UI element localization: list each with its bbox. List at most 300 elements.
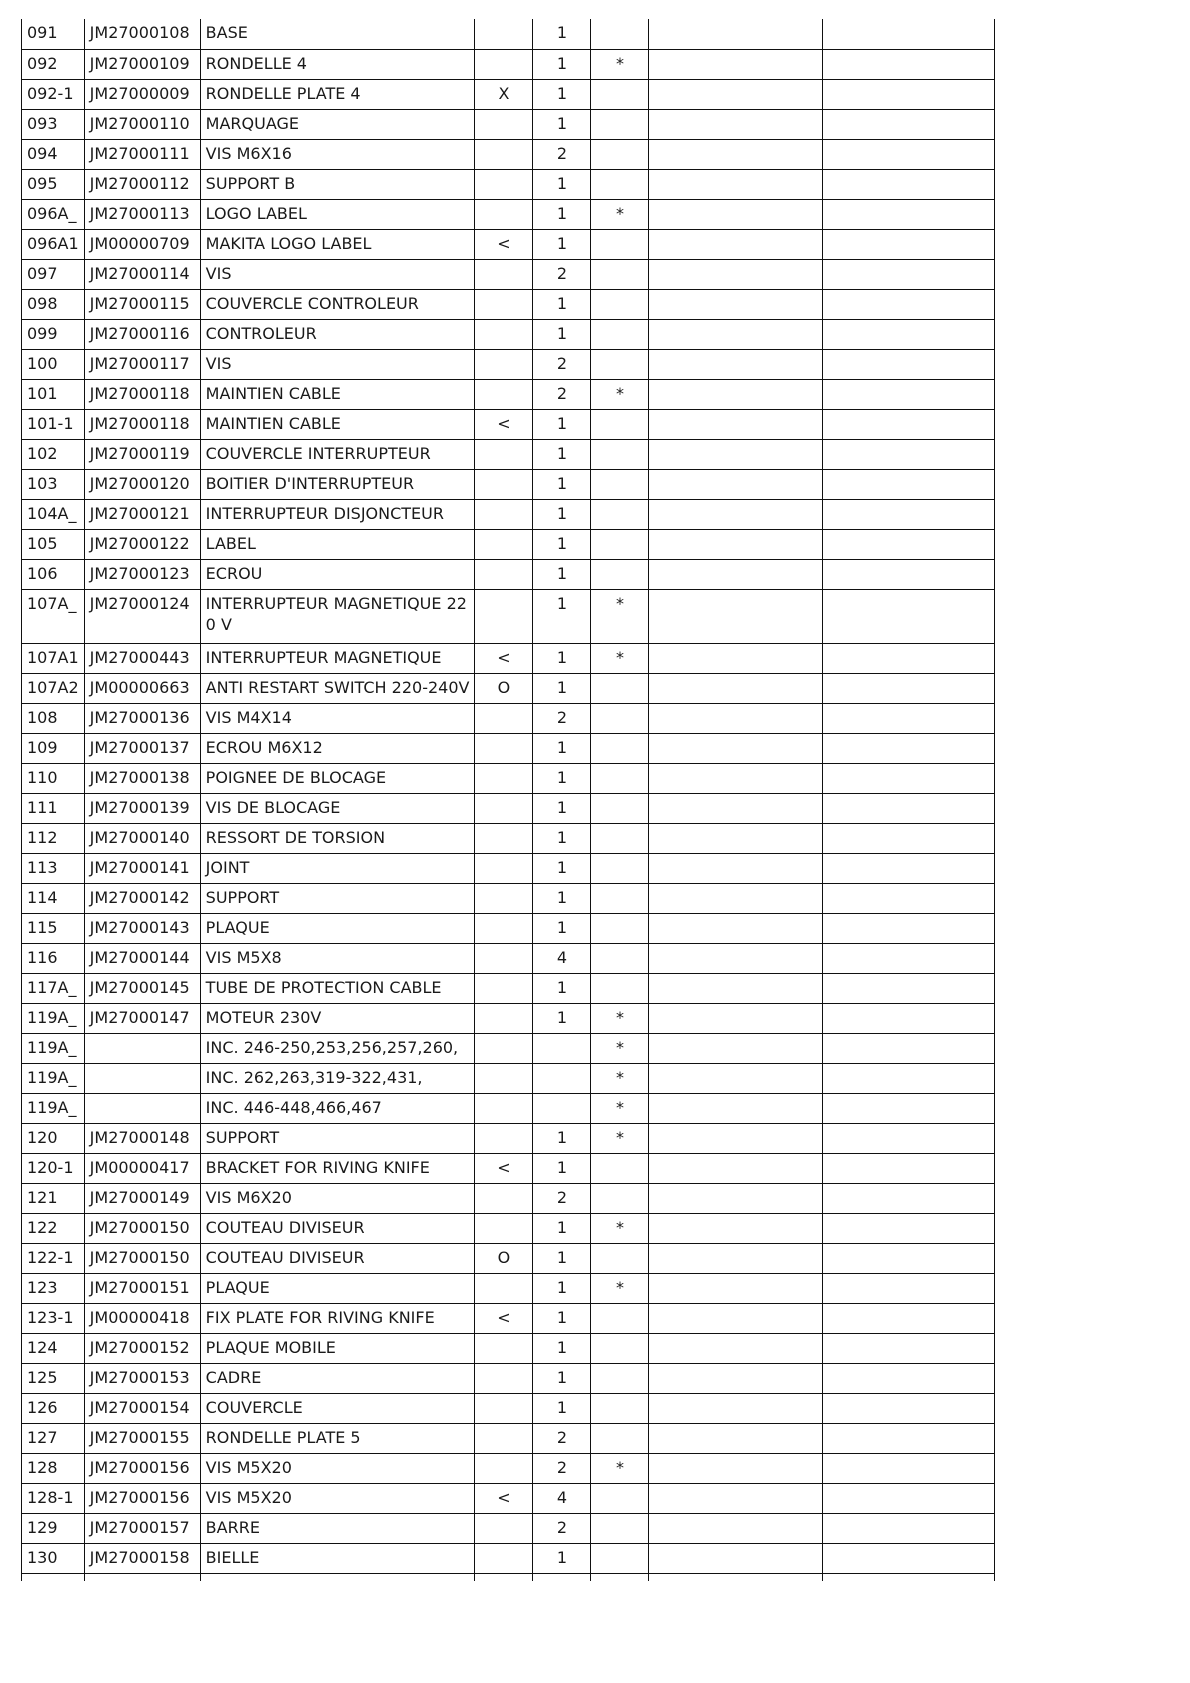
table-row (22, 1003, 995, 1033)
part-number-cell: 101 (22, 379, 85, 409)
quantity-cell: 1 (533, 49, 591, 79)
part-number-cell: 114 (22, 883, 85, 913)
reference-code-cell: JM27000123 (84, 559, 200, 589)
blank-cell (649, 1513, 823, 1543)
quantity-cell: 1 (533, 1393, 591, 1423)
note-mark-cell (591, 1483, 649, 1513)
note-mark-cell (591, 853, 649, 883)
quantity-cell: 1 (533, 109, 591, 139)
change-mark-cell (475, 913, 533, 943)
quantity-cell: 1 (533, 289, 591, 319)
note-mark-cell: * (591, 643, 649, 673)
change-mark-cell (475, 199, 533, 229)
blank-cell (823, 1363, 995, 1393)
reference-code-cell: JM27000116 (84, 319, 200, 349)
description-cell: LABEL (200, 529, 475, 559)
part-number-cell: 102 (22, 439, 85, 469)
blank-cell (649, 973, 823, 1003)
blank-cell (649, 199, 823, 229)
table-row (22, 379, 995, 409)
change-mark-cell (475, 109, 533, 139)
change-mark-cell (475, 943, 533, 973)
description-cell: MAINTIEN CABLE (200, 379, 475, 409)
description-cell: COUTEAU DIVISEUR (200, 1213, 475, 1243)
note-mark-cell: * (591, 1273, 649, 1303)
reference-code-cell: JM27000122 (84, 529, 200, 559)
quantity-cell (533, 1063, 591, 1093)
blank-cell (649, 1303, 823, 1333)
quantity-cell: 1 (533, 1213, 591, 1243)
change-mark-cell (475, 1123, 533, 1153)
blank-cell (823, 229, 995, 259)
description-cell: PLAQUE (200, 1273, 475, 1303)
change-mark-cell (475, 883, 533, 913)
note-mark-cell (591, 1363, 649, 1393)
note-mark-cell (591, 973, 649, 1003)
quantity-cell: 2 (533, 1453, 591, 1483)
reference-code-cell: JM27000147 (84, 1003, 200, 1033)
part-number-cell: 116 (22, 943, 85, 973)
change-mark-cell (475, 703, 533, 733)
table-row (22, 703, 995, 733)
quantity-cell: 1 (533, 643, 591, 673)
description-cell: RONDELLE PLATE 5 (200, 1423, 475, 1453)
parts-table-body (22, 19, 995, 1581)
blank-cell (649, 469, 823, 499)
part-number-cell: 130 (22, 1543, 85, 1573)
blank-cell (649, 499, 823, 529)
change-mark-cell (475, 1213, 533, 1243)
note-mark-cell: * (591, 1003, 649, 1033)
note-mark-cell: * (591, 1063, 649, 1093)
blank-cell (649, 1033, 823, 1063)
description-cell: VIS M6X16 (200, 139, 475, 169)
blank-cell (649, 1063, 823, 1093)
blank-cell (823, 1303, 995, 1333)
note-mark-cell: * (591, 1033, 649, 1063)
note-mark-cell (591, 439, 649, 469)
change-mark-cell (475, 1543, 533, 1573)
note-mark-cell (591, 499, 649, 529)
quantity-cell: 1 (533, 79, 591, 109)
table-row (22, 643, 995, 673)
reference-code-cell: JM27000143 (84, 913, 200, 943)
description-cell: VIS M5X20 (200, 1453, 475, 1483)
quantity-cell: 2 (533, 703, 591, 733)
note-mark-cell (591, 733, 649, 763)
blank-cell (823, 1513, 995, 1543)
note-mark-cell (591, 943, 649, 973)
reference-code-cell: JM27000154 (84, 1393, 200, 1423)
change-mark-cell: O (475, 1243, 533, 1273)
table-row (22, 1303, 995, 1333)
description-cell: INTERRUPTEUR MAGNETIQUE (200, 643, 475, 673)
table-row (22, 109, 995, 139)
description-cell: MARQUAGE (200, 109, 475, 139)
part-number-cell: 092 (22, 49, 85, 79)
table-row (22, 1393, 995, 1423)
change-mark-cell: < (475, 409, 533, 439)
blank-cell (823, 733, 995, 763)
quantity-cell: 2 (533, 1183, 591, 1213)
table-row (22, 49, 995, 79)
blank-cell (823, 1273, 995, 1303)
blank-cell (649, 1423, 823, 1453)
blank-cell (649, 1393, 823, 1423)
blank-cell (823, 1063, 995, 1093)
part-number-cell: 125 (22, 1363, 85, 1393)
table-row (22, 229, 995, 259)
blank-cell (823, 673, 995, 703)
change-mark-cell (475, 1333, 533, 1363)
blank-cell (823, 1033, 995, 1063)
note-mark-cell (591, 409, 649, 439)
note-mark-cell (591, 1153, 649, 1183)
table-row (22, 199, 995, 229)
quantity-cell: 2 (533, 259, 591, 289)
quantity-cell: 2 (533, 139, 591, 169)
note-mark-cell (591, 319, 649, 349)
part-number-cell: 117A_ (22, 973, 85, 1003)
table-row (22, 1063, 995, 1093)
blank-cell (649, 289, 823, 319)
table-row (22, 1183, 995, 1213)
table-row (22, 1153, 995, 1183)
blank-cell (649, 1183, 823, 1213)
description-cell: RONDELLE PLATE 4 (200, 79, 475, 109)
quantity-cell: 1 (533, 1123, 591, 1153)
reference-code-cell (84, 1063, 200, 1093)
blank-cell (823, 1543, 995, 1573)
part-number-cell: 128-1 (22, 1483, 85, 1513)
reference-code-cell: JM27000115 (84, 289, 200, 319)
reference-code-cell: JM27000118 (84, 379, 200, 409)
blank-cell (200, 1573, 475, 1581)
quantity-cell: 1 (533, 1303, 591, 1333)
part-number-cell: 096A_ (22, 199, 85, 229)
reference-code-cell: JM27000150 (84, 1243, 200, 1273)
blank-cell (823, 49, 995, 79)
reference-code-cell: JM27000157 (84, 1513, 200, 1543)
change-mark-cell (475, 1033, 533, 1063)
table-row (22, 1333, 995, 1363)
table-row (22, 763, 995, 793)
blank-cell (649, 643, 823, 673)
quantity-cell: 2 (533, 1423, 591, 1453)
table-row (22, 1273, 995, 1303)
reference-code-cell: JM27000158 (84, 1543, 200, 1573)
change-mark-cell: < (475, 643, 533, 673)
part-number-cell: 096A1 (22, 229, 85, 259)
change-mark-cell (475, 349, 533, 379)
change-mark-cell (475, 733, 533, 763)
reference-code-cell: JM27000150 (84, 1213, 200, 1243)
description-cell: ANTI RESTART SWITCH 220-240V (200, 673, 475, 703)
quantity-cell: 1 (533, 469, 591, 499)
note-mark-cell (591, 793, 649, 823)
table-row (22, 409, 995, 439)
blank-cell (533, 1573, 591, 1581)
part-number-cell: 112 (22, 823, 85, 853)
description-cell: PLAQUE MOBILE (200, 1333, 475, 1363)
quantity-cell: 2 (533, 349, 591, 379)
table-row (22, 1093, 995, 1123)
blank-cell (823, 763, 995, 793)
quantity-cell: 1 (533, 499, 591, 529)
blank-cell (649, 1153, 823, 1183)
blank-cell (649, 19, 823, 49)
blank-cell (649, 379, 823, 409)
part-number-cell: 104A_ (22, 499, 85, 529)
blank-cell (649, 349, 823, 379)
description-cell: TUBE DE PROTECTION CABLE (200, 973, 475, 1003)
table-row (22, 469, 995, 499)
change-mark-cell (475, 763, 533, 793)
quantity-cell: 1 (533, 1363, 591, 1393)
blank-cell (649, 733, 823, 763)
description-cell: BASE (200, 19, 475, 49)
part-number-cell: 092-1 (22, 79, 85, 109)
blank-cell (84, 1573, 200, 1581)
blank-cell (823, 439, 995, 469)
blank-cell (649, 1273, 823, 1303)
part-number-cell: 124 (22, 1333, 85, 1363)
blank-cell (649, 943, 823, 973)
change-mark-cell (475, 289, 533, 319)
note-mark-cell (591, 1243, 649, 1273)
blank-cell (823, 1213, 995, 1243)
reference-code-cell: JM27000443 (84, 643, 200, 673)
blank-cell (823, 319, 995, 349)
change-mark-cell (475, 589, 533, 643)
part-number-cell: 101-1 (22, 409, 85, 439)
quantity-cell: 2 (533, 1513, 591, 1543)
blank-cell (649, 1243, 823, 1273)
note-mark-cell (591, 913, 649, 943)
blank-cell (823, 643, 995, 673)
part-number-cell: 122-1 (22, 1243, 85, 1273)
table-row (22, 1513, 995, 1543)
blank-cell (649, 763, 823, 793)
description-cell: VIS M5X8 (200, 943, 475, 973)
description-cell: COUVERCLE CONTROLEUR (200, 289, 475, 319)
change-mark-cell (475, 1453, 533, 1483)
blank-cell (823, 289, 995, 319)
table-row (22, 1363, 995, 1393)
description-cell: MOTEUR 230V (200, 1003, 475, 1033)
blank-cell (649, 229, 823, 259)
change-mark-cell (475, 19, 533, 49)
blank-cell (649, 913, 823, 943)
blank-cell (649, 1363, 823, 1393)
description-cell: CADRE (200, 1363, 475, 1393)
blank-cell (823, 589, 995, 643)
note-mark-cell (591, 763, 649, 793)
quantity-cell: 1 (533, 229, 591, 259)
reference-code-cell: JM27000121 (84, 499, 200, 529)
blank-cell (649, 49, 823, 79)
quantity-cell (533, 1093, 591, 1123)
blank-cell (649, 1483, 823, 1513)
part-number-cell: 111 (22, 793, 85, 823)
blank-cell (823, 259, 995, 289)
blank-cell (823, 79, 995, 109)
blank-cell (823, 1123, 995, 1153)
description-cell: INTERRUPTEUR MAGNETIQUE 220 V (200, 589, 475, 643)
note-mark-cell (591, 259, 649, 289)
part-number-cell: 094 (22, 139, 85, 169)
quantity-cell: 1 (533, 19, 591, 49)
table-row (22, 169, 995, 199)
description-cell: FIX PLATE FOR RIVING KNIFE (200, 1303, 475, 1333)
change-mark-cell (475, 1183, 533, 1213)
note-mark-cell (591, 289, 649, 319)
change-mark-cell (475, 973, 533, 1003)
note-mark-cell: * (591, 199, 649, 229)
note-mark-cell (591, 79, 649, 109)
note-mark-cell: * (591, 49, 649, 79)
reference-code-cell: JM27000152 (84, 1333, 200, 1363)
part-number-cell: 110 (22, 763, 85, 793)
blank-cell (823, 1093, 995, 1123)
description-cell: ECROU M6X12 (200, 733, 475, 763)
change-mark-cell: < (475, 1153, 533, 1183)
table-row (22, 883, 995, 913)
quantity-cell: 1 (533, 733, 591, 763)
blank-cell (823, 349, 995, 379)
table-row (22, 1423, 995, 1453)
description-cell: COUTEAU DIVISEUR (200, 1243, 475, 1273)
table-row (22, 259, 995, 289)
table-row (22, 79, 995, 109)
note-mark-cell (591, 229, 649, 259)
reference-code-cell (84, 1093, 200, 1123)
part-number-cell: 129 (22, 1513, 85, 1543)
note-mark-cell (591, 469, 649, 499)
note-mark-cell: * (591, 1123, 649, 1153)
blank-cell (823, 1003, 995, 1033)
part-number-cell: 113 (22, 853, 85, 883)
reference-code-cell: JM27000155 (84, 1423, 200, 1453)
blank-cell (649, 1453, 823, 1483)
blank-cell (649, 79, 823, 109)
blank-cell (649, 109, 823, 139)
quantity-cell: 1 (533, 673, 591, 703)
part-number-cell: 099 (22, 319, 85, 349)
change-mark-cell (475, 439, 533, 469)
blank-cell (649, 1123, 823, 1153)
note-mark-cell: * (591, 1453, 649, 1483)
part-number-cell: 095 (22, 169, 85, 199)
description-cell: VIS M6X20 (200, 1183, 475, 1213)
quantity-cell: 1 (533, 853, 591, 883)
reference-code-cell: JM27000120 (84, 469, 200, 499)
table-row (22, 589, 995, 643)
reference-code-cell: JM27000145 (84, 973, 200, 1003)
part-number-cell: 123-1 (22, 1303, 85, 1333)
description-cell: CONTROLEUR (200, 319, 475, 349)
quantity-cell: 1 (533, 913, 591, 943)
blank-cell (649, 1093, 823, 1123)
blank-cell (823, 1243, 995, 1273)
change-mark-cell (475, 1003, 533, 1033)
part-number-cell: 107A_ (22, 589, 85, 643)
reference-code-cell: JM27000141 (84, 853, 200, 883)
part-number-cell: 119A_ (22, 1003, 85, 1033)
change-mark-cell (475, 853, 533, 883)
blank-cell (649, 1573, 823, 1581)
blank-cell (649, 259, 823, 289)
description-cell: COUVERCLE INTERRUPTEUR (200, 439, 475, 469)
note-mark-cell (591, 1183, 649, 1213)
change-mark-cell (475, 1363, 533, 1393)
blank-cell (649, 823, 823, 853)
reference-code-cell: JM27000118 (84, 409, 200, 439)
blank-cell (649, 703, 823, 733)
quantity-cell: 1 (533, 529, 591, 559)
blank-cell (823, 469, 995, 499)
change-mark-cell (475, 319, 533, 349)
reference-code-cell: JM27000148 (84, 1123, 200, 1153)
blank-cell (649, 673, 823, 703)
blank-cell (649, 1543, 823, 1573)
blank-cell (591, 1573, 649, 1581)
description-cell: INC. 446-448,466,467 (200, 1093, 475, 1123)
quantity-cell: 2 (533, 379, 591, 409)
reference-code-cell: JM27000153 (84, 1363, 200, 1393)
blank-cell (823, 1333, 995, 1363)
parts-table (21, 19, 995, 1581)
quantity-cell: 1 (533, 763, 591, 793)
quantity-cell: 1 (533, 589, 591, 643)
description-cell: VIS M4X14 (200, 703, 475, 733)
part-number-cell: 121 (22, 1183, 85, 1213)
blank-cell (649, 589, 823, 643)
table-row (22, 943, 995, 973)
blank-cell (823, 703, 995, 733)
description-cell: INC. 246-250,253,256,257,260, (200, 1033, 475, 1063)
reference-code-cell: JM27000109 (84, 49, 200, 79)
reference-code-cell: JM00000709 (84, 229, 200, 259)
table-row (22, 793, 995, 823)
blank-cell (475, 1573, 533, 1581)
blank-cell (823, 1153, 995, 1183)
blank-cell (823, 913, 995, 943)
change-mark-cell (475, 499, 533, 529)
table-row (22, 973, 995, 1003)
description-cell: PLAQUE (200, 913, 475, 943)
table-row (22, 1243, 995, 1273)
note-mark-cell: * (591, 1093, 649, 1123)
blank-cell (649, 139, 823, 169)
table-row (22, 1453, 995, 1483)
quantity-cell: 1 (533, 1243, 591, 1273)
change-mark-cell (475, 1093, 533, 1123)
blank-cell (823, 1483, 995, 1513)
note-mark-cell (591, 559, 649, 589)
description-cell: SUPPORT (200, 883, 475, 913)
note-mark-cell (591, 169, 649, 199)
quantity-cell: 1 (533, 883, 591, 913)
part-number-cell: 128 (22, 1453, 85, 1483)
table-row (22, 1543, 995, 1573)
description-cell: VIS (200, 259, 475, 289)
description-cell: SUPPORT B (200, 169, 475, 199)
table-row (22, 1033, 995, 1063)
blank-cell (823, 169, 995, 199)
blank-cell (823, 529, 995, 559)
blank-cell (649, 319, 823, 349)
